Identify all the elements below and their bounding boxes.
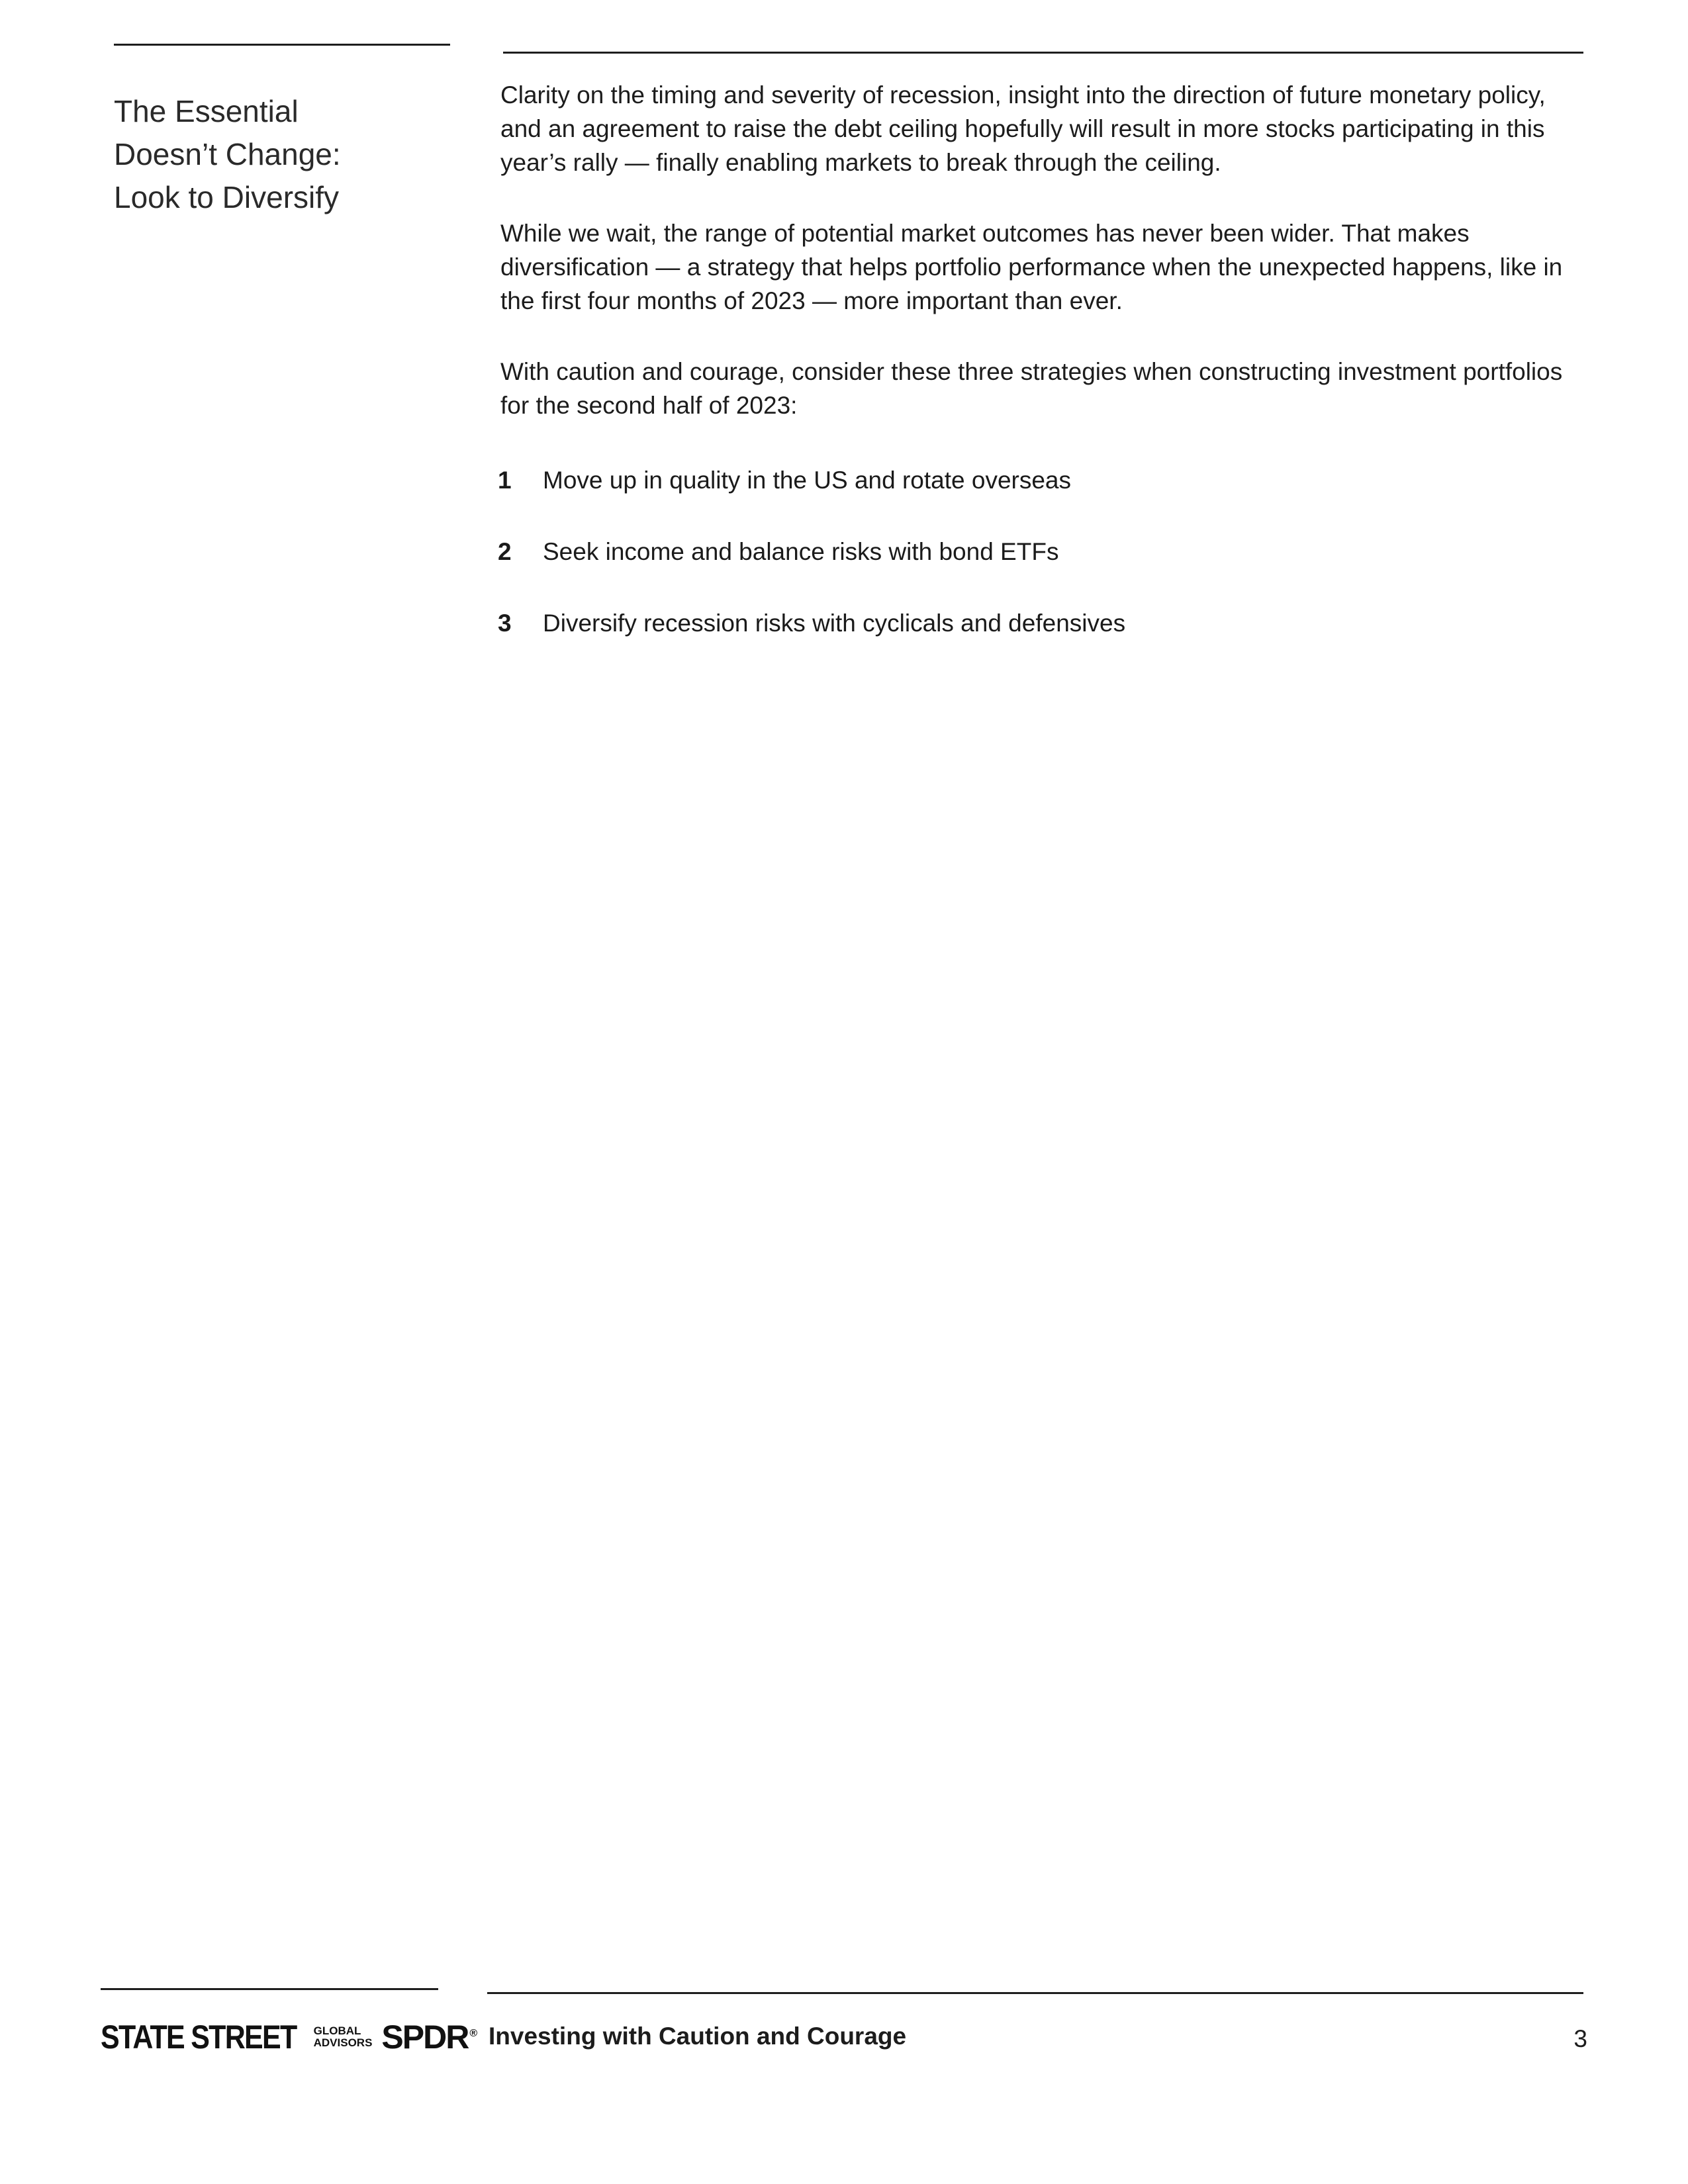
- section-title-line: Doesn’t Change:: [114, 137, 341, 172]
- top-right-rule: [503, 52, 1583, 54]
- section-title-line: Look to Diversify: [114, 180, 340, 215]
- list-item-number: 2: [498, 538, 512, 565]
- footer-right-rule: [487, 1992, 1583, 1994]
- list-item-text: Seek income and balance risks with bond ETFs: [543, 538, 1059, 565]
- section-title: [114, 90, 425, 219]
- body-text: [500, 78, 1590, 459]
- logo-spdr: [381, 2018, 476, 2056]
- logo-spdr-text: SPDR: [381, 2019, 469, 2056]
- state-street-spdr-logo: [101, 2017, 476, 2057]
- strategy-list: [498, 463, 1583, 678]
- list-item-number: 3: [498, 610, 512, 637]
- footer-document-title: Investing with Caution and Courage: [489, 2023, 907, 2050]
- list-item: [498, 606, 1583, 678]
- paragraph: With caution and courage, consider these three strategies when constructing investment portfolios for the second half of 2023:: [500, 358, 1563, 419]
- list-item-text: Diversify recession risks with cyclicals and defensives: [543, 610, 1126, 637]
- page-number: 3: [1573, 2025, 1587, 2052]
- footer-left-rule: [101, 1988, 438, 1990]
- list-item-number: 1: [498, 467, 512, 494]
- logo-subtitle-line: ADVISORS: [313, 2036, 373, 2049]
- paragraph: While we wait, the range of potential market outcomes has never been wider. That makes diversification — a strategy that helps portfolio performance when the unexpected happens, like in the first four months of 2023 — more important than ever.: [500, 220, 1563, 314]
- top-left-rule: [114, 44, 450, 46]
- section-title-line: The Essential: [114, 94, 299, 129]
- logo-subtitle-line: GLOBAL: [313, 2025, 361, 2037]
- paragraph: Clarity on the timing and severity of recession, insight into the direction of future monetary policy, and an agreement to raise the debt ceiling hopefully will result in more stocks participating in this year’s rally — finally enabling markets to break through the ceiling.: [500, 81, 1546, 176]
- logo-wordmark: STATE STREET: [101, 2019, 297, 2056]
- list-item: [498, 535, 1583, 606]
- list-item: [498, 463, 1583, 535]
- registered-mark: ®: [469, 2028, 477, 2040]
- logo-subtitle: [314, 2025, 373, 2049]
- list-item-text: Move up in quality in the US and rotate overseas: [543, 467, 1072, 494]
